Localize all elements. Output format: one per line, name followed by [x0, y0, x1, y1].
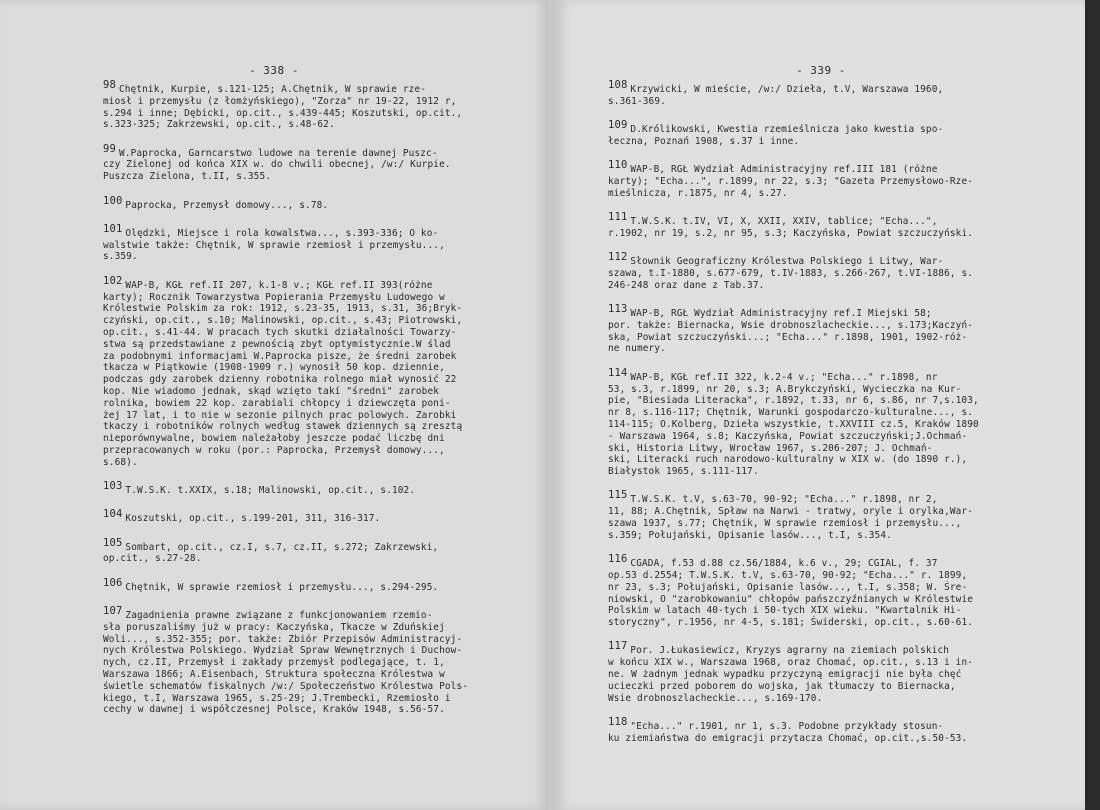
footnote: [103, 606, 508, 716]
footnote-text: T.W.S.K. t.XXIX, s.18; Malinowski, op.cit., s.102.: [125, 485, 416, 497]
footnote: [103, 196, 508, 212]
footnote-text: Paprocka, Przemysł domowy..., s.78.: [125, 199, 329, 211]
footnote-text: Krzywicki, W mieście, /w:/ Dzieła, t.V, Warszawa 1960, s.361-369.: [608, 84, 944, 107]
footnote-number: 114: [608, 366, 628, 379]
footnote-text: T.W.S.K. t.V, s.63-70, 90-92; "Echa..." r.1898, nr 2, 11, 88; A.Chętnik, Spław na Narwi - tratwy, oryle i orylka,War- szawa 1937, s.77; Chętnik, W sprawie rzemiosł i przemysłu..., s.359; Połujański, Opisanie lasów..., t.I, s.354.: [608, 494, 974, 541]
footnote-text: "Echa..." r.1901, nr 1, s.3. Podobne przykłady stosun- ku ziemiaństwa do emigracji przytacza Chomać, op.cit.,s.50-53.: [608, 720, 968, 744]
footnote-number: 118: [608, 715, 628, 728]
footnote-number: 112: [608, 251, 628, 264]
footnote: [103, 80, 508, 131]
footnote: [608, 490, 1018, 541]
footnote: [608, 304, 1018, 355]
footnote-text: Por. J.Łukasiewicz, Kryzys agrarny na ziemiach polskich w końcu XIX w., Warszawa 1968, oraz Chomać, op.cit., s.13 i in- ne. W żadnym jednak wypadku przyczyną emigracji nie była chęć ucieczki przed poborem do wojska, jak tłumaczy to Biernacka, Wsie drobnoszlacheckie..., s.169-170.: [608, 645, 974, 704]
footnote-number: 105: [103, 536, 123, 549]
footnote-text: W.Paprocka, Garncarstwo ludowe na terenie dawnej Puszc- czy Zielonej od końca XIX w. do chwili obecnej, /w:/ Kurpie. Puszcza Zielona, t.II, s.355.: [103, 147, 451, 183]
footnote: [608, 212, 1018, 240]
footnote-number: 113: [608, 303, 628, 316]
footnote-text: Zagadnienia prawne związane z funkcjonowaniem rzemio- sła poruszaliśmy już w pracy: Kaczyńska, Tkacze w Zduńskiej Woli..., s.352-355; por. także: Zbiór Przepisów Administracyj- nych Królestwa Polskiego. Wydział Spraw Wewnętrznych i Duchow- nych, cz.II, Przemysł i zakłady przemysł podlegające, t. 1, Warszawa 1866; A.Eisenbach, Struktura społeczna Królestwa w świetle schematów fiskalnych /w:/ Społeczeństwo Królestwa Pols- kiego, t.I, Warszawa 1965, s.25-29; J.Trembecki, Rzemiosło i cechy w dawnej i współczesnej Polsce, Kraków 1948, s.56-57.: [103, 610, 469, 716]
footnote-text: WAP-B, KGŁ ref.II 322, k.2-4 v.; "Echa..." r.1898, nr 53, s.3, r.1899, nr 20, s.3; A.Brykczyński, Wycieczka na Kur- pie, "Biesiada Literacka", r.1892, t.33, nr 6, s.86, nr 7,s.103, nr 8, s.116-117; Chętnik, Warunki gospodarczo-kulturalne..., s. 114-115; O.Kolberg, Dzieła wszystkie, t.XXVIII cz.5, Kraków 1890 - Warszawa 1964, s.8; Kaczyńska, Powiat szczuczyński;J.Ochmań- ski, Historia Litwy, Wrocław 1967, s.206-207; J. Ochmań- ski, Literacki ruch narodowo-kulturalny w XIX w. (do 1890 r.), Białystok 1965, s.111-117.: [608, 371, 979, 478]
footnote-text: WAP-B, RGŁ Wydział Administracyjny ref.III 181 (różne karty); "Echa...", r.1899, nr 22, s.3; "Gazeta Przemysłowo-Rze- mieślnicza, r.1875, nr 4, s.27.: [608, 164, 974, 199]
footnote-number: 110: [608, 159, 628, 172]
footnote: [608, 80, 1018, 108]
footnote: [103, 538, 508, 566]
book-gutter: [548, 0, 557, 810]
footnote-text: WAP-B, KGŁ ref.II 207, k.1-8 v.; KGŁ ref.II 393(różne karty); Rocznik Towarzystwa Popierania Przemysłu Ludowego w Królestwie Polskim za rok: 1912, s.23-35, 1913, s.31, 36;Bryk- czyński, op.cit., s.10; Malinowski, op.cit., s.43; Piotrowski, op.cit., s.41-44. W pracach tych skutki działalności Towarzy- stwa są przedstawiane z pewnością zbyt optymistycznie.W ślad za podobnymi informacjami W.Paprocka pisze, że średni zarobek tkacza w Piątkowie (1908-1909 r.) wynosił 50 kop. dziennie, podczas gdy zarobek dzienny robotnika rolnego miał wynosić 22 kop. Nie wiadomo jednak, skąd wzięto takí "średni" zarobek rolnika, bowiem 22 kop. zarabiali chłopcy i dziewczęta poni- żej 17 lat, i to nie w sezonie pilnych prac polowych. Zarobki tkaczy i robotników rolnych według stawek dziennych są zresztą nieporównywalne, bowiem należałoby jeszcze podać liczbę dni przepracowanych w roku (por.: Paprocka, Przemysł domowy..., s.68).: [103, 279, 463, 468]
footnote-text: CGADA, f.53 d.88 cz.56/1884, k.6 v., 29; CGIAL, f. 37 op.53 d.2554; T.W.S.K. t.V, s.63-70, 90-92; "Echa..." r. 1899, nr 23, s.3; Połujański, Opisanie lasów..., t.I, s.358; W. Śre- niowski, O "zarobkowaniu" chłopów pańszczyźnianych w Królestwie Polskim w latach 40-tych i 50-tych XIX wieku. "Kwartalnik Hi- storyczny", r.1956, nr 4-5, s.181; Świderski, op.cit., s.60-61.: [608, 558, 974, 629]
footnote-number: 104: [103, 508, 123, 521]
footnote-number: 109: [608, 119, 628, 132]
footnote-text: Chętnik, Kurpie, s.121-125; A.Chętnik, W sprawie rze- miosł i przemysłu (z łomżyńskiego), "Zorza" nr 19-22, 1912 r, s.294 i inne; Dębicki, op.cit., s.439-445; Koszutski, op.cit., s.323-325; Zakrzewski, op.cit., s.48-62.: [103, 84, 463, 131]
footnote: [608, 641, 1018, 704]
footnote-text: WAP-B, RGŁ Wydział Administracyjny ref.I Miejski 58; por. także: Biernacka, Wsie drobnoszlacheckie..., s.173;Kaczyń- ska, Powiat szczuczyński...; "Echa..." r.1898, 1901, 1902-róż- ne numery.: [608, 308, 974, 355]
footnote-number: 117: [608, 640, 628, 653]
scan-background-edge: [1085, 0, 1100, 810]
footnote: [103, 481, 508, 497]
footnote: [103, 509, 508, 525]
footnote-number: 99: [103, 142, 116, 155]
footnote-text: Koszutski, op.cit., s.199-201, 311, 316-317.: [125, 513, 381, 525]
footnote: [103, 144, 508, 183]
footnote: [103, 276, 508, 469]
footnote-number: 98: [103, 79, 116, 91]
footnote-number: 103: [103, 480, 123, 493]
footnote-number: 111: [608, 211, 628, 224]
right-footnotes: [608, 80, 1018, 757]
footnote: [608, 120, 1018, 148]
footnote-number: 108: [608, 79, 628, 91]
footnote-number: 107: [103, 605, 123, 617]
page-number: - 339 -: [796, 64, 846, 77]
footnote: [103, 578, 508, 594]
footnote: [608, 554, 1018, 629]
footnote-number: 101: [103, 222, 123, 235]
footnote: [608, 717, 1018, 745]
page-number: - 338 -: [249, 64, 299, 77]
footnote: [608, 252, 1018, 291]
left-footnotes: [103, 80, 508, 729]
footnote-text: T.W.S.K. t.IV, VI, X, XXII, XXIV, tablice; "Echa...", r.1902, nr 19, s.2, nr 95, s.3; Kaczyńska, Powiat szczuczyński.: [608, 216, 974, 239]
footnote: [608, 160, 1018, 199]
footnote-text: Chętnik, W sprawie rzemiosł i przemysłu..., s.294-295.: [125, 581, 439, 593]
footnote-number: 116: [608, 553, 628, 566]
footnote-text: Olędzki, Miejsce i rola kowalstwa..., s.393-336; O ko- walstwie także: Chętnik, W sprawie rzemiosł i przemysłu..., s.359.: [103, 227, 445, 263]
footnote: [608, 368, 1018, 478]
footnote: [103, 224, 508, 263]
footnote-text: Sombart, op.cit., cz.I, s.7, cz.II, s.272; Zakrzewski, op.cit., s.27-28.: [103, 541, 439, 565]
footnote-text: D.Królikowski, Kwestia rzemieślnicza jako kwestia spo- łeczna, Poznań 1908, s.37 i inne.: [608, 124, 944, 147]
footnote-text: Słownik Geograficzny Królestwa Polskiego i Litwy, War- szawa, t.I-1880, s.677-679, t.IV-1883, s.266-267, t.VI-1886, s. 246-248 oraz dane z Tab.37.: [608, 256, 974, 291]
footnote-number: 100: [103, 194, 123, 207]
footnote-number: 106: [103, 576, 123, 589]
footnote-number: 102: [103, 274, 123, 287]
footnote-number: 115: [608, 489, 628, 502]
